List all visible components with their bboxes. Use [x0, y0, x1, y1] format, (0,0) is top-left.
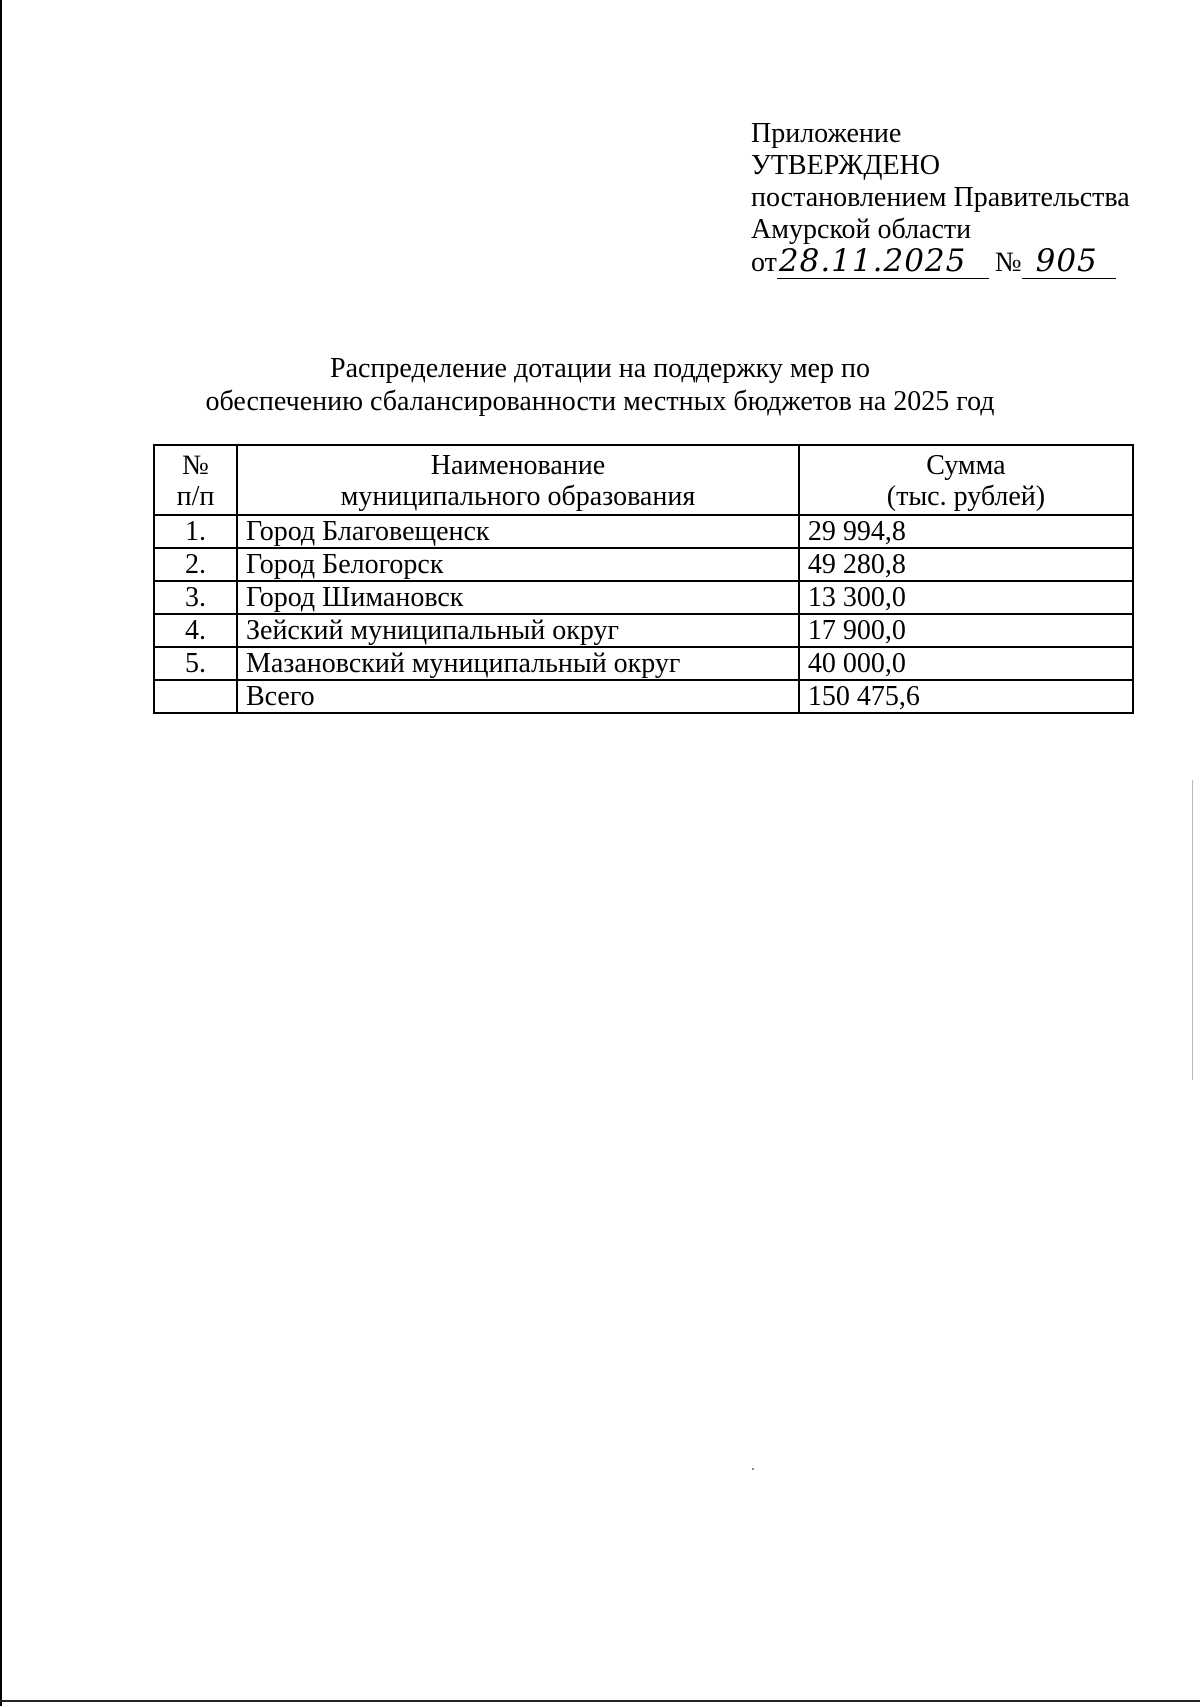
row-number: 4.	[154, 614, 237, 647]
row-name: Город Шимановск	[237, 581, 799, 614]
row-name: Город Белогорск	[237, 548, 799, 581]
date-number-line	[751, 243, 1130, 279]
scan-edge-left	[0, 0, 2, 1706]
row-name: Зейский муниципальный округ	[237, 614, 799, 647]
approval-line-appendix: Приложение	[751, 118, 902, 149]
title-line-1: Распределение дотации на поддержку мер по	[330, 353, 870, 384]
handwritten-number: 905	[1022, 246, 1116, 279]
header-number-line-1: №	[182, 450, 209, 481]
row-name: Город Благовещенск	[237, 515, 799, 548]
table-row	[154, 647, 1133, 680]
date-prefix: от	[751, 247, 777, 278]
table-row	[154, 548, 1133, 581]
row-sum: 17 900,0	[799, 614, 1133, 647]
approval-line-resolution: постановлением Правительства	[751, 182, 1130, 213]
header-number-line-2: п/п	[176, 481, 215, 512]
total-number	[154, 680, 237, 713]
approval-line-region: Амурской области	[751, 214, 972, 245]
row-name: Мазановский муниципальный округ	[237, 647, 799, 680]
table-header-row	[154, 445, 1133, 515]
scan-edge-bottom	[0, 1700, 1200, 1702]
row-sum: 40 000,0	[799, 647, 1133, 680]
distribution-table	[153, 444, 1134, 714]
total-sum: 150 475,6	[799, 680, 1133, 713]
header-sum-line-2: (тыс. рублей)	[886, 481, 1046, 512]
row-number: 2.	[154, 548, 237, 581]
row-number: 5.	[154, 647, 237, 680]
table-total-row	[154, 680, 1133, 713]
table-row	[154, 581, 1133, 614]
approval-block	[751, 118, 1130, 279]
scan-speck	[1192, 780, 1193, 1080]
header-sum	[799, 445, 1133, 515]
row-sum: 29 994,8	[799, 515, 1133, 548]
header-sum-line-1: Сумма	[926, 450, 1006, 481]
header-name	[237, 445, 799, 515]
row-number: 1.	[154, 515, 237, 548]
total-label: Всего	[237, 680, 799, 713]
table-row	[154, 515, 1133, 548]
row-sum: 49 280,8	[799, 548, 1133, 581]
document-title	[0, 352, 1200, 418]
approval-line-approved: УТВЕРЖДЕНО	[751, 150, 941, 181]
title-line-2: обеспечению сбалансированности местных бюджетов на 2025 год	[205, 386, 995, 417]
handwritten-date: 28.11.2025	[777, 246, 989, 279]
header-number	[154, 445, 237, 515]
scan-speck	[752, 1468, 754, 1470]
row-sum: 13 300,0	[799, 581, 1133, 614]
table-row	[154, 614, 1133, 647]
row-number: 3.	[154, 581, 237, 614]
header-name-line-2: муниципального образования	[340, 481, 696, 512]
number-sign: №	[994, 247, 1022, 278]
header-name-line-1: Наименование	[430, 450, 606, 481]
